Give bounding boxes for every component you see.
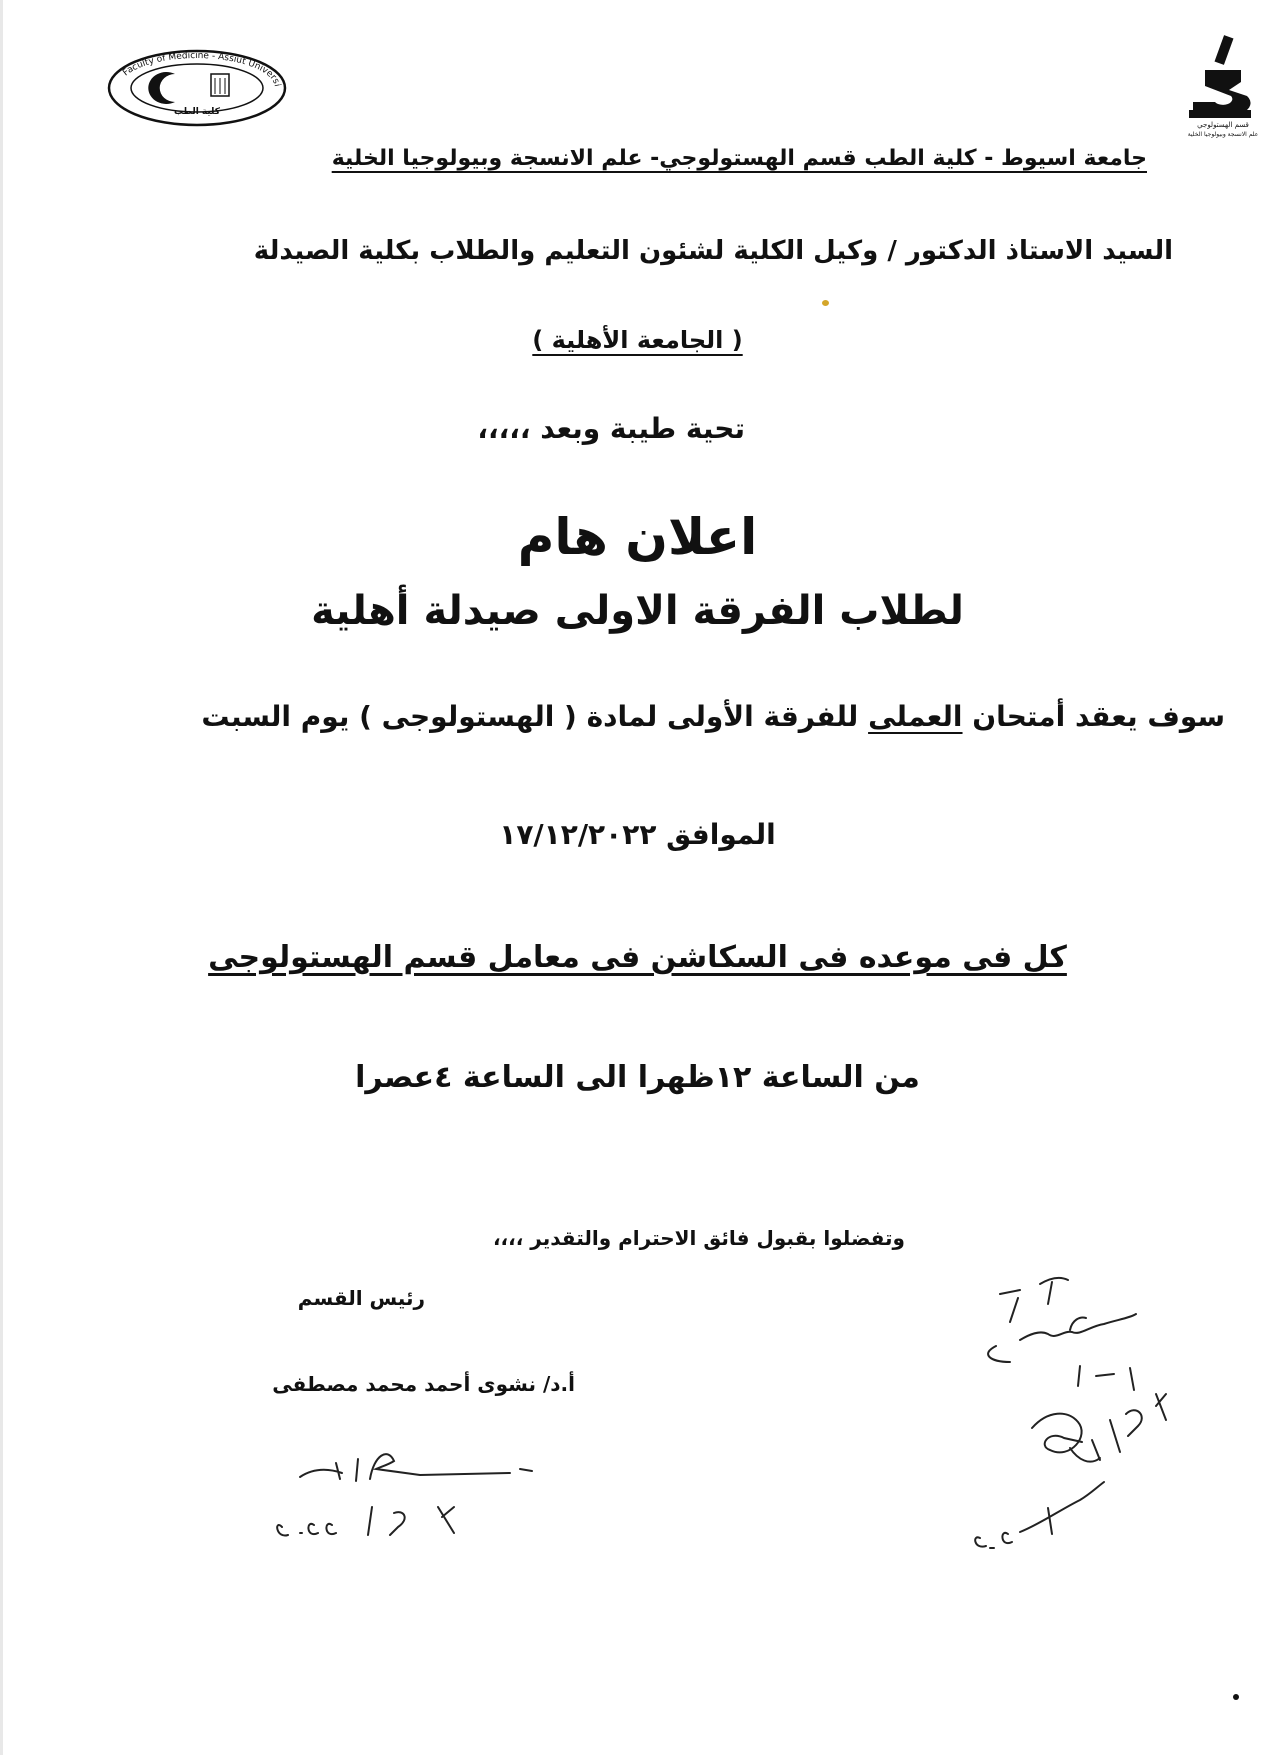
exam-date-line: الموافق ١٧/١٢/٢٠٢٢ [499,818,776,851]
closing-line: وتفضلوا بقبول فائق الاحترام والتقدير ،،،، [492,1226,905,1250]
head-signature [270,1415,540,1565]
seal-ring-text: Faculty of Medicine - Assiut Universi [121,50,282,88]
microscope-department-logo [1185,30,1275,140]
announcement-subtitle: لطلاب الفرقة الاولى صيدلة أهلية [311,588,964,634]
department-head-name: أ.د/ نشوى أحمد محمد مصطفى [272,1372,575,1396]
exam-location-line: كل فى موعده فى السكاشن فى معامل قسم الهستولوجى [208,940,1067,975]
svg-text:Faculty of Medicine - Assiut U [105,48,282,88]
greeting-line: تحية طيبة وبعد ،،،،، [477,412,745,445]
letterhead-line: جامعة اسيوط - كلية الطب قسم الهستولوجي- علم الانسجة وبيولوجيا الخلية [331,146,1147,171]
receipt-signature [960,1270,1200,1570]
recipient-line: السيد الاستاذ الدكتور / وكيل الكلية لشئون التعليم والطلاب بكلية الصيدلة [253,236,1173,266]
faculty-of-medicine-seal-icon [105,48,290,128]
announcement-title: اعلان هام [517,508,758,566]
scan-speck [1233,1694,1239,1700]
scan-edge [0,0,3,1755]
logo-caption-2: علم الانسجة وبيولوجيا الخلية [1187,131,1259,138]
university-line-wrap [0,326,1275,354]
department-head-title: رئيس القسم [297,1286,425,1310]
seal-center-text: كلية الطب [174,107,220,117]
exam-announcement-line [201,700,1225,733]
exam-text-part1: سوف يعقد أمتحان [962,700,1225,733]
exam-time-line: من الساعة ١٢ظهرا الى الساعة ٤عصرا [355,1060,920,1095]
university-line: ( الجامعة الأهلية ) [532,326,743,354]
location-line-wrap [0,940,1275,975]
exam-emphasis: العملى [868,700,963,733]
scan-speck [822,300,829,306]
microscope-icon [1185,30,1275,140]
logo-caption-1: قسم الهستولوجي [1197,121,1249,129]
exam-text-part2: للفرقة الأولى لمادة ( الهستولوجى ) يوم السبت [201,700,869,733]
